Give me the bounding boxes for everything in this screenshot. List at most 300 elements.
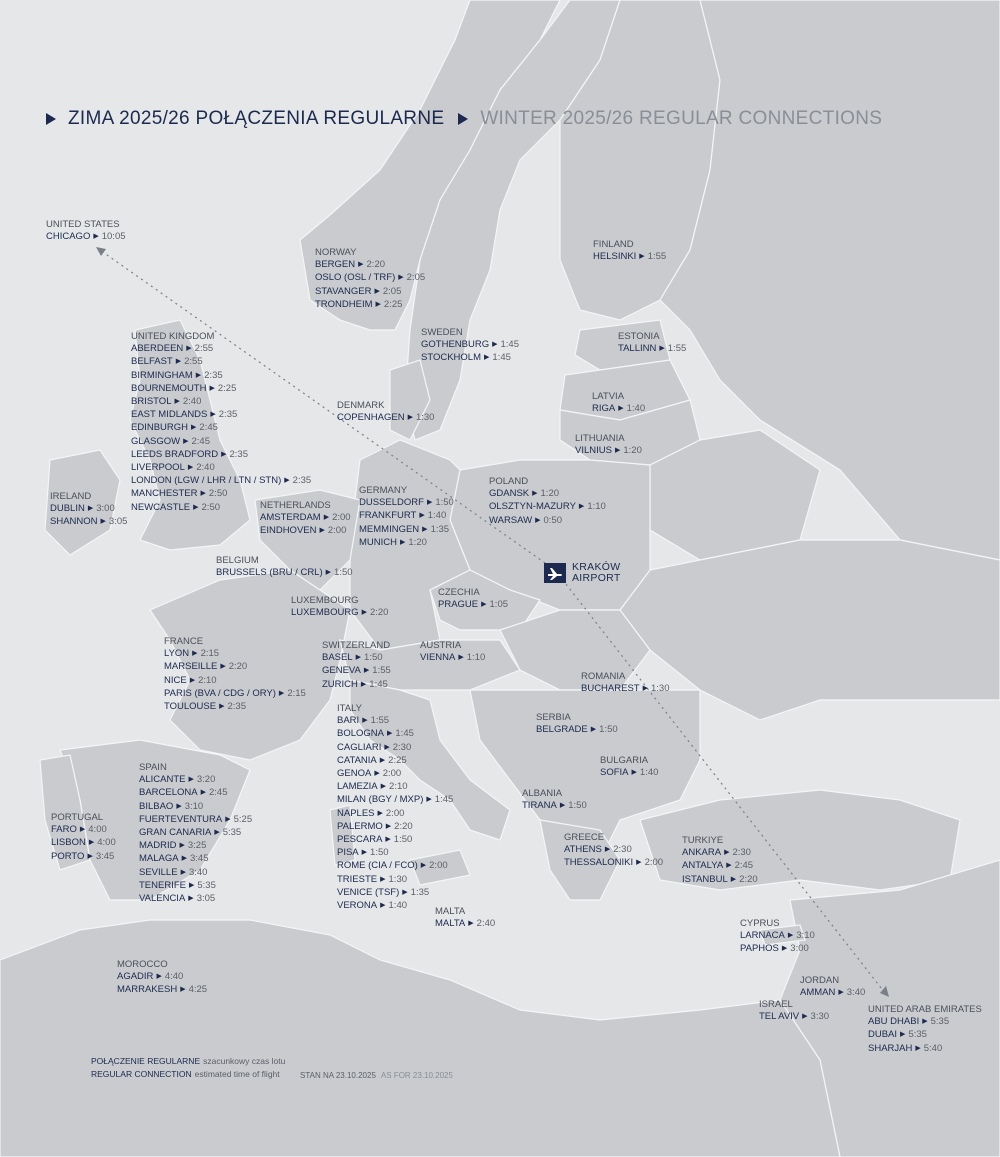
route-entry — [740, 930, 815, 943]
country-block-albania — [522, 788, 587, 813]
destination-city: VENICE (TSF) — [337, 886, 400, 898]
destination-city: SEVILLE — [139, 866, 178, 878]
route-entry — [131, 449, 311, 462]
route-arrow-icon: ▶ — [179, 842, 185, 850]
route-entry — [51, 851, 116, 864]
route-arrow-icon: ▶ — [188, 881, 195, 889]
route-entry — [593, 251, 666, 264]
flight-time: 2:00 — [332, 512, 351, 524]
flight-time: 1:10 — [587, 501, 606, 513]
route-arrow-icon: ▶ — [380, 902, 386, 910]
route-arrow-icon: ▶ — [398, 274, 404, 282]
destination-city: STAVANGER — [315, 285, 372, 297]
flight-time: 2:30 — [392, 741, 412, 753]
flight-time: 2:25 — [388, 754, 407, 766]
route-arrow-icon: ▶ — [419, 512, 425, 520]
title-arrow-icon — [458, 113, 468, 125]
route-arrow-icon: ▶ — [176, 802, 182, 810]
route-arrow-icon: ▶ — [363, 667, 370, 675]
route-entry — [759, 1011, 829, 1024]
country-name: FINLAND — [593, 239, 634, 250]
country-block-jordan — [800, 975, 865, 1000]
country-name: JORDAN — [800, 975, 840, 986]
flight-time: 0:50 — [543, 514, 562, 526]
destination-city: MALAGA — [139, 853, 179, 865]
flight-time: 2:40 — [196, 462, 215, 474]
flight-time: 1:55 — [647, 251, 667, 263]
route-arrow-icon: ▶ — [180, 986, 186, 994]
destination-city: PALERMO — [337, 820, 383, 832]
flight-time: 5:35 — [908, 1029, 927, 1041]
flight-time: 1:50 — [334, 567, 353, 579]
country-block-czechia — [438, 587, 508, 612]
route-entry — [164, 688, 306, 701]
flight-time: 3:05 — [196, 893, 216, 905]
country-block-norway — [315, 247, 425, 312]
destination-city: LARNACA — [740, 930, 785, 942]
destination-city: MILAN (BGY / MXP) — [337, 794, 424, 806]
destination-city: NEWCASTLE — [131, 501, 191, 513]
route-entry — [337, 412, 434, 425]
flight-time: 2:35 — [292, 475, 312, 487]
country-block-spain — [139, 762, 252, 906]
route-arrow-icon: ▶ — [380, 875, 386, 883]
flight-time: 3:45 — [190, 853, 209, 865]
route-entry — [322, 665, 391, 678]
route-entry — [359, 510, 454, 523]
route-entry — [164, 648, 306, 661]
route-arrow-icon: ▶ — [180, 868, 186, 876]
destination-city: GOTHENBURG — [421, 339, 490, 351]
country-name: CYPRUS — [740, 918, 780, 929]
country-name: LUXEMBOURG — [291, 595, 359, 606]
route-entry — [131, 409, 311, 422]
land-north-africa — [0, 920, 840, 1157]
country-block-cyprus — [740, 918, 815, 957]
route-entry — [50, 503, 127, 516]
route-entry — [117, 984, 207, 997]
country-block-romania — [581, 671, 669, 696]
route-arrow-icon: ▶ — [618, 405, 624, 413]
route-entry — [438, 599, 508, 612]
route-arrow-icon: ▶ — [407, 414, 413, 422]
title-arrow-icon — [46, 113, 56, 125]
destination-city: MARRAKESH — [117, 984, 178, 996]
destination-city: TEL AVIV — [759, 1011, 800, 1023]
destination-city: ANKARA — [682, 847, 722, 859]
route-entry — [600, 767, 658, 780]
route-arrow-icon: ▶ — [375, 300, 381, 308]
flight-time: 1:40 — [427, 510, 447, 522]
country-block-belgium — [216, 555, 353, 580]
route-entry — [868, 1043, 982, 1056]
route-arrow-icon: ▶ — [361, 609, 367, 617]
route-entry — [139, 774, 252, 787]
flight-time: 1:55 — [372, 665, 391, 677]
flight-time: 1:35 — [430, 523, 450, 535]
route-entry — [337, 715, 453, 728]
flight-time: 1:45 — [434, 794, 454, 806]
destination-city: TOULOUSE — [164, 701, 217, 713]
route-arrow-icon: ▶ — [384, 743, 390, 751]
destination-city: GENEVA — [322, 665, 361, 677]
route-arrow-icon: ▶ — [189, 676, 196, 684]
flight-time: 5:40 — [923, 1042, 943, 1054]
route-entry — [740, 943, 815, 956]
flight-time: 2:45 — [734, 860, 754, 872]
destination-city: BRUSSELS (BRU / CRL) — [216, 567, 323, 579]
route-arrow-icon: ▶ — [802, 1013, 808, 1021]
destination-city: OLSZTYN-MAZURY — [489, 501, 576, 513]
route-entry — [260, 512, 351, 525]
destination-city: MUNICH — [359, 536, 397, 548]
destination-city: ABU DHABI — [868, 1016, 920, 1028]
destination-city: VERONA — [337, 900, 378, 912]
destination-city: TALLINN — [618, 343, 657, 355]
country-block-latvia — [592, 391, 645, 416]
route-entry — [359, 497, 454, 510]
route-entry — [359, 537, 454, 550]
destination-city: BARI — [337, 715, 360, 727]
flight-time: 2:25 — [217, 382, 237, 394]
airport-name: KRAKÓW AIRPORT — [572, 561, 621, 584]
route-arrow-icon: ▶ — [88, 839, 95, 847]
flight-time: 5:35 — [930, 1016, 950, 1028]
country-name: NORWAY — [315, 247, 357, 258]
country-name: BULGARIA — [600, 755, 649, 766]
flight-time: 1:40 — [388, 900, 408, 912]
route-arrow-icon: ▶ — [559, 802, 566, 810]
route-entry — [322, 652, 391, 665]
destination-city: TRONDHEIM — [315, 298, 373, 310]
destination-city: MALTA — [435, 918, 466, 930]
destination-city: LEEDS BRADFORD — [131, 448, 219, 460]
flight-time: 2:05 — [406, 272, 426, 284]
route-arrow-icon: ▶ — [639, 253, 645, 261]
country-name: POLAND — [489, 476, 529, 487]
flight-time: 1:55 — [667, 343, 687, 355]
flight-time: 2:30 — [613, 844, 632, 856]
route-entry — [564, 857, 663, 870]
flight-time: 2:20 — [366, 259, 386, 271]
route-entry — [337, 755, 453, 768]
destination-city: SOFIA — [600, 767, 629, 779]
route-arrow-icon: ▶ — [724, 849, 730, 857]
country-block-united-arab-emirates — [868, 1004, 982, 1056]
destination-city: BELGRADE — [536, 724, 588, 736]
route-entry — [337, 834, 453, 847]
country-name: PORTUGAL — [51, 812, 104, 823]
route-arrow-icon: ▶ — [614, 447, 621, 455]
destination-city: EINDHOVEN — [260, 525, 317, 537]
country-name: NETHERLANDS — [260, 500, 331, 511]
route-arrow-icon: ▶ — [422, 525, 428, 533]
route-entry — [139, 787, 252, 800]
route-entry — [46, 231, 126, 244]
route-arrow-icon: ▶ — [726, 862, 732, 870]
flight-time: 1:45 — [492, 352, 511, 364]
route-arrow-icon: ▶ — [915, 1044, 921, 1052]
route-arrow-icon: ▶ — [578, 503, 585, 511]
route-arrow-icon: ▶ — [426, 499, 433, 507]
route-entry — [164, 701, 306, 714]
route-entry — [581, 683, 669, 696]
flight-time: 3:30 — [810, 1011, 830, 1023]
destination-city: FARO — [51, 824, 77, 836]
destination-city: COPENHAGEN — [337, 412, 405, 424]
route-arrow-icon: ▶ — [360, 680, 367, 688]
destination-city: BIRMINGHAM — [131, 369, 193, 381]
route-entry — [421, 339, 519, 352]
route-entry — [868, 1029, 982, 1042]
destination-city: EDINBURGH — [131, 422, 189, 434]
country-block-serbia — [536, 712, 618, 737]
route-arrow-icon: ▶ — [210, 411, 216, 419]
destination-city: VIENNA — [420, 652, 456, 664]
destination-city: BERGEN — [315, 259, 356, 271]
route-entry — [489, 488, 606, 501]
route-entry — [131, 462, 311, 475]
route-entry — [315, 286, 425, 299]
destination-city: HELSINKI — [593, 251, 637, 263]
route-arrow-icon: ▶ — [87, 505, 94, 513]
flight-time: 2:50 — [208, 488, 228, 500]
route-arrow-icon: ▶ — [380, 783, 387, 791]
route-arrow-icon: ▶ — [200, 789, 206, 797]
route-entry — [131, 356, 311, 369]
route-entry — [322, 679, 391, 692]
route-entry — [337, 874, 453, 887]
flight-time: 4:00 — [97, 837, 116, 849]
flight-time: 2:20 — [739, 873, 758, 885]
flight-time: 2:40 — [476, 918, 496, 930]
legend-key-en: REGULAR CONNECTION — [91, 1068, 192, 1079]
country-name: GREECE — [564, 832, 605, 843]
country-name: ISRAEL — [759, 999, 793, 1010]
flight-time: 3:00 — [96, 503, 115, 515]
destination-city: ALICANTE — [139, 774, 186, 786]
route-arrow-icon: ▶ — [319, 527, 325, 535]
route-entry — [682, 847, 758, 860]
route-arrow-icon: ▶ — [181, 855, 187, 863]
destination-city: ANTALYA — [682, 860, 724, 872]
route-arrow-icon: ▶ — [93, 233, 99, 241]
country-block-italy — [337, 703, 453, 913]
plane-icon — [544, 563, 566, 583]
route-arrow-icon: ▶ — [219, 703, 225, 711]
destination-city: VALENCIA — [139, 893, 186, 905]
country-name: IRELAND — [50, 491, 92, 502]
destination-city: NAPLES — [337, 807, 375, 819]
route-arrow-icon: ▶ — [156, 973, 162, 981]
route-arrow-icon: ▶ — [377, 809, 383, 817]
route-arrow-icon: ▶ — [642, 685, 648, 693]
destination-city: SHARJAH — [868, 1042, 913, 1054]
flight-time: 1:30 — [388, 873, 408, 885]
destination-city: GRAN CANARIA — [139, 827, 212, 839]
route-arrow-icon: ▶ — [186, 345, 192, 353]
destination-city: GDANSK — [489, 488, 530, 500]
flight-time: 2:15 — [287, 687, 306, 699]
route-arrow-icon: ▶ — [379, 756, 386, 764]
country-block-france — [164, 636, 306, 714]
destination-city: MEMMINGEN — [359, 523, 420, 535]
route-arrow-icon: ▶ — [87, 852, 93, 860]
flight-time: 2:25 — [383, 298, 403, 310]
country-name: SERBIA — [536, 712, 571, 723]
route-entry — [315, 259, 425, 272]
flight-time: 2:35 — [218, 409, 238, 421]
route-arrow-icon: ▶ — [492, 341, 498, 349]
destination-city: TIRANA — [522, 800, 557, 812]
destination-city: PARIS (BVA / CDG / ORY) — [164, 687, 276, 699]
route-entry — [575, 445, 642, 458]
country-block-finland — [593, 239, 666, 264]
route-entry — [131, 396, 311, 409]
destination-city: BOLOGNA — [337, 728, 384, 740]
route-entry — [139, 827, 252, 840]
destination-city: VILNIUS — [575, 445, 612, 457]
route-arrow-icon: ▶ — [225, 815, 231, 823]
country-name: MALTA — [435, 906, 466, 917]
route-entry — [337, 728, 453, 741]
destination-city: CAGLIARI — [337, 741, 382, 753]
flight-time: 3:00 — [790, 943, 809, 955]
country-block-united-states — [46, 219, 126, 244]
route-arrow-icon: ▶ — [420, 862, 427, 870]
flight-time: 1:55 — [370, 715, 390, 727]
route-arrow-icon: ▶ — [604, 846, 611, 854]
route-arrow-icon: ▶ — [385, 836, 391, 844]
country-block-poland — [489, 476, 606, 528]
flight-time: 4:00 — [88, 824, 107, 836]
flight-time: 5:25 — [233, 813, 253, 825]
destination-city: LONDON (LGW / LHR / LTN / STN) — [131, 475, 282, 487]
route-arrow-icon: ▶ — [188, 895, 194, 903]
destination-city: CATANIA — [337, 754, 377, 766]
country-block-malta — [435, 906, 495, 931]
destination-city: PESCARA — [337, 834, 383, 846]
country-block-greece — [564, 832, 663, 871]
destination-city: WARSAW — [489, 514, 533, 526]
flight-time: 1:20 — [408, 536, 427, 548]
flight-time: 1:05 — [489, 599, 509, 611]
flight-time: 2:55 — [184, 356, 203, 368]
route-arrow-icon: ▶ — [358, 261, 364, 269]
route-entry — [522, 800, 587, 813]
country-name: ESTONIA — [618, 331, 660, 342]
destination-city: ATHENS — [564, 844, 602, 856]
destination-city: ZURICH — [322, 678, 358, 690]
flight-time: 2:00 — [644, 857, 664, 869]
route-arrow-icon: ▶ — [535, 516, 541, 524]
route-entry — [139, 880, 252, 893]
flight-time: 2:45 — [209, 787, 228, 799]
country-name: CZECHIA — [438, 587, 480, 598]
route-arrow-icon: ▶ — [362, 717, 368, 725]
flight-time: 1:45 — [369, 678, 388, 690]
flight-time: 2:00 — [429, 860, 448, 872]
destination-city: PRAGUE — [438, 599, 479, 611]
route-entry — [139, 840, 252, 853]
route-entry — [489, 501, 606, 514]
route-arrow-icon: ▶ — [590, 726, 597, 734]
flight-time: 2:20 — [394, 820, 413, 832]
flight-time: 2:35 — [227, 701, 246, 713]
destination-city: STOCKHOLM — [421, 352, 482, 364]
country-block-ireland — [50, 491, 127, 530]
route-entry — [139, 814, 252, 827]
route-entry — [337, 860, 453, 873]
route-entry — [682, 874, 758, 887]
route-entry — [868, 1016, 982, 1029]
destination-city: FUERTEVENTURA — [139, 813, 223, 825]
destination-city: BASEL — [322, 652, 353, 664]
flight-time: 3:20 — [196, 774, 216, 786]
flight-time: 1:30 — [415, 412, 435, 424]
route-arrow-icon: ▶ — [284, 477, 290, 485]
route-arrow-icon: ▶ — [79, 826, 86, 834]
route-arrow-icon: ▶ — [214, 829, 220, 837]
destination-city: EAST MIDLANDS — [131, 409, 208, 421]
route-entry — [139, 801, 252, 814]
route-arrow-icon: ▶ — [400, 538, 406, 546]
map-title — [46, 108, 882, 130]
destination-city: LYON — [164, 648, 190, 660]
flight-time: 3:25 — [187, 840, 207, 852]
flight-time: 1:45 — [500, 339, 519, 351]
destination-city: BARCELONA — [139, 787, 198, 799]
route-arrow-icon: ▶ — [174, 398, 180, 406]
country-block-sweden — [421, 327, 519, 366]
flight-time: 2:10 — [389, 781, 408, 793]
country-block-switzerland — [322, 640, 391, 692]
flight-time: 2:45 — [199, 422, 218, 434]
route-entry — [291, 607, 388, 620]
flight-time: 1:50 — [364, 652, 383, 664]
route-arrow-icon: ▶ — [200, 490, 206, 498]
flight-time: 1:50 — [435, 497, 454, 509]
route-entry — [359, 524, 454, 537]
route-arrow-icon: ▶ — [278, 689, 285, 697]
country-block-austria — [420, 640, 485, 665]
flight-time: 2:20 — [369, 607, 389, 619]
route-entry — [164, 661, 306, 674]
route-arrow-icon: ▶ — [191, 424, 197, 432]
route-entry — [260, 525, 351, 538]
legend-key-pl: POŁĄCZENIE REGULARNE — [91, 1056, 201, 1066]
flight-time: 1:50 — [568, 800, 587, 812]
status-en: AS FOR 23.10.2025 — [380, 1071, 453, 1080]
route-arrow-icon: ▶ — [385, 822, 392, 830]
legend-polish — [91, 1055, 285, 1068]
route-arrow-icon: ▶ — [175, 358, 182, 366]
country-name: SWEDEN — [421, 327, 463, 338]
flight-time: 2:50 — [201, 501, 221, 513]
flight-time: 2:35 — [229, 448, 248, 460]
flight-time: 2:30 — [732, 847, 751, 859]
flight-time: 1:35 — [410, 886, 430, 898]
destination-city: PAPHOS — [740, 943, 779, 955]
destination-city: LIVERPOOL — [131, 462, 185, 474]
legend-desc-pl: szacunkowy czas lotu — [203, 1056, 286, 1066]
route-arrow-icon: ▶ — [192, 650, 198, 658]
flight-time: 3:05 — [108, 516, 128, 528]
destination-city: TRIESTE — [337, 873, 378, 885]
route-arrow-icon: ▶ — [374, 287, 380, 295]
flight-time: 2:45 — [191, 435, 210, 447]
flight-time: 3:40 — [846, 987, 866, 999]
